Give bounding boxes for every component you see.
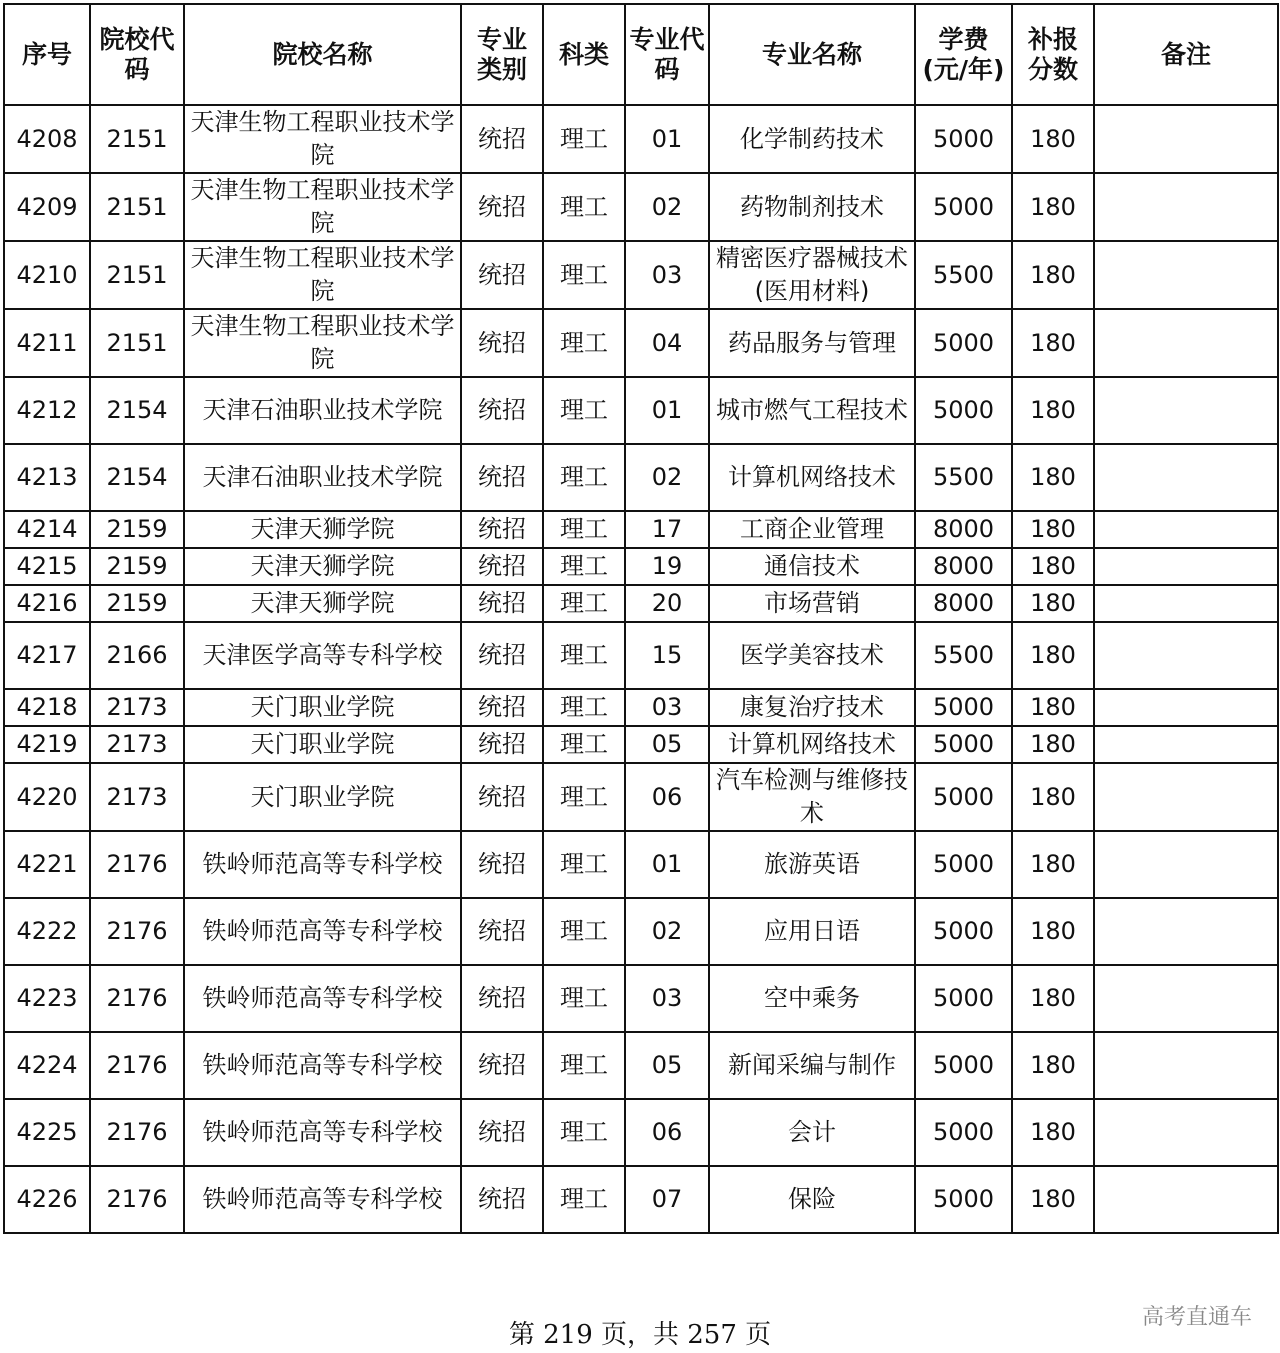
cell-category: 理工 (543, 309, 625, 377)
table-row (4, 689, 1278, 726)
cell-major-code: 02 (625, 444, 709, 511)
cell-school-name: 铁岭师范高等专科学校 (184, 1099, 461, 1166)
cell-type: 统招 (461, 1166, 543, 1233)
cell-category: 理工 (543, 173, 625, 241)
cell-school-name: 天津生物工程职业技术学院 (184, 105, 461, 173)
cell-major-code: 19 (625, 548, 709, 585)
cell-school-code: 2159 (90, 585, 184, 622)
cell-tuition: 5000 (915, 689, 1012, 726)
cell-tuition: 5000 (915, 1099, 1012, 1166)
cell-score: 180 (1012, 548, 1094, 585)
cell-major-code: 03 (625, 241, 709, 309)
cell-seq: 4209 (4, 173, 90, 241)
cell-major-name: 市场营销 (709, 585, 915, 622)
cell-school-name: 铁岭师范高等专科学校 (184, 1032, 461, 1099)
cell-type: 统招 (461, 444, 543, 511)
cell-school-code: 2151 (90, 173, 184, 241)
cell-major-name: 药物制剂技术 (709, 173, 915, 241)
cell-type: 统招 (461, 173, 543, 241)
cell-tuition: 5000 (915, 763, 1012, 831)
cell-tuition: 5000 (915, 309, 1012, 377)
cell-score: 180 (1012, 1166, 1094, 1233)
table-row (4, 548, 1278, 585)
cell-note (1094, 241, 1278, 309)
cell-major-name: 旅游英语 (709, 831, 915, 898)
cell-seq: 4215 (4, 548, 90, 585)
cell-category: 理工 (543, 898, 625, 965)
cell-seq: 4218 (4, 689, 90, 726)
cell-school-name: 铁岭师范高等专科学校 (184, 1166, 461, 1233)
cell-major-name: 工商企业管理 (709, 511, 915, 548)
table-row (4, 831, 1278, 898)
cell-school-name: 天津生物工程职业技术学院 (184, 241, 461, 309)
cell-note (1094, 511, 1278, 548)
cell-type: 统招 (461, 689, 543, 726)
cell-category: 理工 (543, 622, 625, 689)
cell-seq: 4213 (4, 444, 90, 511)
table-row (4, 622, 1278, 689)
cell-tuition: 5000 (915, 898, 1012, 965)
cell-seq: 4223 (4, 965, 90, 1032)
cell-major-code: 03 (625, 689, 709, 726)
cell-type: 统招 (461, 831, 543, 898)
cell-major-code: 01 (625, 377, 709, 444)
cell-seq: 4221 (4, 831, 90, 898)
cell-note (1094, 585, 1278, 622)
cell-note (1094, 1099, 1278, 1166)
cell-major-name: 汽车检测与维修技术 (709, 763, 915, 831)
cell-school-name: 铁岭师范高等专科学校 (184, 831, 461, 898)
cell-type: 统招 (461, 763, 543, 831)
cell-seq: 4210 (4, 241, 90, 309)
cell-school-name: 天津石油职业技术学院 (184, 444, 461, 511)
cell-tuition: 5000 (915, 377, 1012, 444)
cell-major-name: 空中乘务 (709, 965, 915, 1032)
cell-seq: 4211 (4, 309, 90, 377)
cell-school-code: 2176 (90, 831, 184, 898)
cell-school-code: 2154 (90, 377, 184, 444)
table-row (4, 444, 1278, 511)
table-row (4, 585, 1278, 622)
cell-school-code: 2166 (90, 622, 184, 689)
cell-tuition: 5500 (915, 444, 1012, 511)
cell-school-name: 天津石油职业技术学院 (184, 377, 461, 444)
cell-type: 统招 (461, 726, 543, 763)
admission-table (3, 3, 1279, 1234)
cell-category: 理工 (543, 726, 625, 763)
header-tuition: 学费(元/年) (915, 4, 1012, 105)
cell-score: 180 (1012, 831, 1094, 898)
cell-category: 理工 (543, 377, 625, 444)
header-row (4, 4, 1278, 105)
cell-school-code: 2159 (90, 511, 184, 548)
cell-category: 理工 (543, 1166, 625, 1233)
cell-tuition: 8000 (915, 585, 1012, 622)
cell-major-name: 药品服务与管理 (709, 309, 915, 377)
cell-school-name: 天津生物工程职业技术学院 (184, 173, 461, 241)
cell-note (1094, 622, 1278, 689)
cell-score: 180 (1012, 444, 1094, 511)
cell-major-name: 化学制药技术 (709, 105, 915, 173)
cell-school-name: 天津天狮学院 (184, 511, 461, 548)
cell-note (1094, 444, 1278, 511)
cell-school-name: 天门职业学院 (184, 726, 461, 763)
cell-seq: 4226 (4, 1166, 90, 1233)
cell-score: 180 (1012, 622, 1094, 689)
table-row (4, 965, 1278, 1032)
cell-score: 180 (1012, 173, 1094, 241)
cell-tuition: 5000 (915, 726, 1012, 763)
cell-school-code: 2151 (90, 105, 184, 173)
header-score: 补报分数 (1012, 4, 1094, 105)
cell-category: 理工 (543, 511, 625, 548)
cell-type: 统招 (461, 309, 543, 377)
cell-type: 统招 (461, 898, 543, 965)
cell-category: 理工 (543, 1099, 625, 1166)
cell-type: 统招 (461, 1099, 543, 1166)
cell-school-code: 2151 (90, 309, 184, 377)
table-row (4, 898, 1278, 965)
cell-school-name: 天津生物工程职业技术学院 (184, 309, 461, 377)
cell-category: 理工 (543, 763, 625, 831)
cell-score: 180 (1012, 689, 1094, 726)
cell-major-name: 康复治疗技术 (709, 689, 915, 726)
cell-note (1094, 726, 1278, 763)
cell-major-code: 06 (625, 763, 709, 831)
watermark: 高考直通车 (1141, 1305, 1252, 1330)
cell-school-code: 2173 (90, 726, 184, 763)
cell-tuition: 5000 (915, 831, 1012, 898)
cell-school-name: 铁岭师范高等专科学校 (184, 898, 461, 965)
cell-tuition: 5000 (915, 1032, 1012, 1099)
cell-major-code: 17 (625, 511, 709, 548)
cell-note (1094, 1032, 1278, 1099)
cell-category: 理工 (543, 1032, 625, 1099)
cell-major-code: 02 (625, 173, 709, 241)
cell-score: 180 (1012, 1099, 1094, 1166)
cell-school-code: 2173 (90, 689, 184, 726)
table-row (4, 763, 1278, 831)
table-row (4, 1032, 1278, 1099)
cell-category: 理工 (543, 444, 625, 511)
cell-seq: 4208 (4, 105, 90, 173)
header-category: 科类 (543, 4, 625, 105)
cell-score: 180 (1012, 105, 1094, 173)
cell-school-code: 2151 (90, 241, 184, 309)
table-row (4, 309, 1278, 377)
cell-seq: 4219 (4, 726, 90, 763)
header-type: 专业类别 (461, 4, 543, 105)
cell-note (1094, 548, 1278, 585)
cell-category: 理工 (543, 241, 625, 309)
cell-school-code: 2176 (90, 1099, 184, 1166)
table-row (4, 377, 1278, 444)
cell-major-name: 会计 (709, 1099, 915, 1166)
table-row (4, 1099, 1278, 1166)
cell-category: 理工 (543, 831, 625, 898)
cell-major-code: 03 (625, 965, 709, 1032)
cell-seq: 4214 (4, 511, 90, 548)
table-row (4, 511, 1278, 548)
cell-tuition: 5000 (915, 965, 1012, 1032)
cell-school-name: 天津天狮学院 (184, 548, 461, 585)
cell-school-code: 2159 (90, 548, 184, 585)
cell-score: 180 (1012, 511, 1094, 548)
cell-score: 180 (1012, 898, 1094, 965)
table-body (4, 105, 1278, 1233)
cell-seq: 4222 (4, 898, 90, 965)
cell-note (1094, 831, 1278, 898)
cell-score: 180 (1012, 309, 1094, 377)
cell-type: 统招 (461, 965, 543, 1032)
cell-note (1094, 309, 1278, 377)
cell-category: 理工 (543, 105, 625, 173)
cell-major-code: 06 (625, 1099, 709, 1166)
cell-tuition: 8000 (915, 548, 1012, 585)
cell-category: 理工 (543, 585, 625, 622)
cell-school-code: 2154 (90, 444, 184, 511)
cell-major-code: 15 (625, 622, 709, 689)
cell-school-name: 天门职业学院 (184, 689, 461, 726)
cell-score: 180 (1012, 965, 1094, 1032)
cell-score: 180 (1012, 241, 1094, 309)
header-major-name: 专业名称 (709, 4, 915, 105)
table-row (4, 105, 1278, 173)
cell-tuition: 5500 (915, 622, 1012, 689)
cell-score: 180 (1012, 763, 1094, 831)
table-row (4, 173, 1278, 241)
cell-tuition: 8000 (915, 511, 1012, 548)
cell-category: 理工 (543, 965, 625, 1032)
cell-major-code: 01 (625, 831, 709, 898)
cell-major-name: 计算机网络技术 (709, 444, 915, 511)
cell-note (1094, 105, 1278, 173)
cell-school-code: 2176 (90, 1032, 184, 1099)
header-seq: 序号 (4, 4, 90, 105)
cell-seq: 4216 (4, 585, 90, 622)
cell-major-code: 07 (625, 1166, 709, 1233)
cell-note (1094, 689, 1278, 726)
cell-major-code: 01 (625, 105, 709, 173)
cell-seq: 4225 (4, 1099, 90, 1166)
cell-seq: 4212 (4, 377, 90, 444)
cell-note (1094, 965, 1278, 1032)
cell-category: 理工 (543, 689, 625, 726)
table-row (4, 726, 1278, 763)
cell-major-code: 05 (625, 1032, 709, 1099)
cell-school-code: 2173 (90, 763, 184, 831)
cell-seq: 4224 (4, 1032, 90, 1099)
cell-school-name: 天门职业学院 (184, 763, 461, 831)
cell-major-name: 保险 (709, 1166, 915, 1233)
cell-score: 180 (1012, 1032, 1094, 1099)
header-school-code: 院校代码 (90, 4, 184, 105)
table-row (4, 241, 1278, 309)
cell-type: 统招 (461, 241, 543, 309)
header-note: 备注 (1094, 4, 1278, 105)
header-school-name: 院校名称 (184, 4, 461, 105)
cell-tuition: 5000 (915, 1166, 1012, 1233)
page-footer: 第 219 页，共 257 页 (508, 1320, 772, 1350)
cell-major-code: 05 (625, 726, 709, 763)
cell-major-code: 04 (625, 309, 709, 377)
cell-tuition: 5500 (915, 241, 1012, 309)
cell-type: 统招 (461, 1032, 543, 1099)
cell-note (1094, 1166, 1278, 1233)
cell-major-name: 城市燃气工程技术 (709, 377, 915, 444)
cell-score: 180 (1012, 585, 1094, 622)
cell-school-name: 天津医学高等专科学校 (184, 622, 461, 689)
cell-note (1094, 898, 1278, 965)
header-major-code: 专业代码 (625, 4, 709, 105)
cell-type: 统招 (461, 548, 543, 585)
cell-major-name: 新闻采编与制作 (709, 1032, 915, 1099)
cell-score: 180 (1012, 726, 1094, 763)
cell-type: 统招 (461, 377, 543, 444)
cell-category: 理工 (543, 548, 625, 585)
table-row (4, 1166, 1278, 1233)
cell-type: 统招 (461, 622, 543, 689)
cell-note (1094, 763, 1278, 831)
cell-score: 180 (1012, 377, 1094, 444)
cell-tuition: 5000 (915, 173, 1012, 241)
cell-school-name: 天津天狮学院 (184, 585, 461, 622)
cell-note (1094, 173, 1278, 241)
cell-major-name: 精密医疗器械技术(医用材料) (709, 241, 915, 309)
cell-major-name: 医学美容技术 (709, 622, 915, 689)
cell-major-code: 20 (625, 585, 709, 622)
cell-school-code: 2176 (90, 965, 184, 1032)
cell-school-code: 2176 (90, 898, 184, 965)
cell-type: 统招 (461, 105, 543, 173)
cell-type: 统招 (461, 511, 543, 548)
cell-seq: 4217 (4, 622, 90, 689)
cell-tuition: 5000 (915, 105, 1012, 173)
cell-note (1094, 377, 1278, 444)
cell-major-name: 计算机网络技术 (709, 726, 915, 763)
cell-school-name: 铁岭师范高等专科学校 (184, 965, 461, 1032)
cell-type: 统招 (461, 585, 543, 622)
cell-major-code: 02 (625, 898, 709, 965)
cell-seq: 4220 (4, 763, 90, 831)
cell-school-code: 2176 (90, 1166, 184, 1233)
cell-major-name: 通信技术 (709, 548, 915, 585)
cell-major-name: 应用日语 (709, 898, 915, 965)
